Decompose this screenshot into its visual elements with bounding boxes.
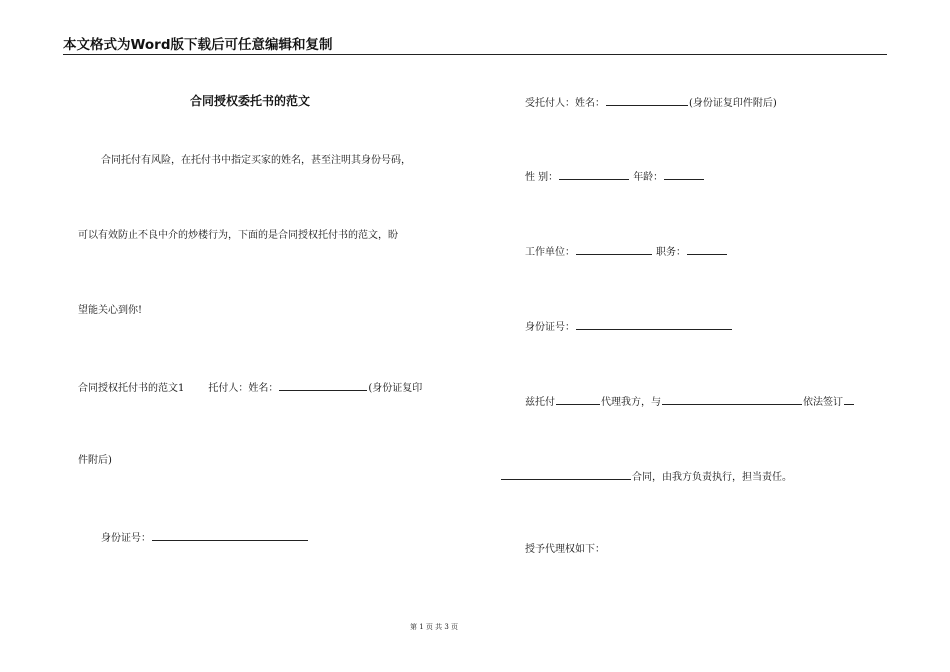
entrustor-id-blank (152, 529, 308, 541)
entrust-line (525, 393, 855, 410)
entrustor-name-blank (279, 379, 367, 391)
age-blank (664, 168, 704, 180)
sample-label: 合同授权托付书的范文1 (78, 383, 185, 394)
entrustor-line (78, 379, 422, 396)
agent-id-line (525, 318, 733, 335)
work-unit-blank (576, 243, 652, 255)
agent-name-blank (606, 94, 688, 106)
intro-line-2: 可以有效防止不良中介的炒楼行为，下面的是合同授权托付书的范文，盼 (78, 230, 398, 241)
powers-label: 授予代理权如下： (525, 544, 605, 555)
entrustor-name-label: 托付人：姓名： (208, 383, 279, 394)
entrust-prefix: 兹托付 (525, 397, 555, 408)
header-divider (63, 54, 887, 55)
agent-name-label: 受托付人：姓名： (525, 98, 605, 109)
contract-suffix: 合同，由我方负责执行，担当责任。 (632, 472, 792, 483)
position-blank (687, 243, 727, 255)
entrust-party-blank (662, 393, 802, 405)
entrustor-id-label: 身份证号： (101, 533, 151, 544)
agent-note: (身份证复印件附后) (689, 98, 777, 109)
entrust-mid-2: 依法签订 (803, 397, 843, 408)
position-label: 职务： (656, 247, 686, 258)
document-header: 本文格式为Word版下载后可任意编辑和复制 (63, 37, 333, 53)
intro-line-1: 合同托付有风险，在托付书中指定买家的姓名，甚至注明其身份号码， (101, 155, 411, 166)
agent-line (525, 94, 777, 111)
gender-age-line (525, 168, 705, 185)
gender-blank (559, 168, 629, 180)
work-position-line (525, 243, 728, 260)
agent-id-blank (576, 318, 732, 330)
entrustor-id-line (101, 529, 309, 546)
contract-name-blank (501, 468, 631, 480)
age-label: 年龄： (633, 172, 664, 183)
contract-line (500, 468, 792, 485)
entrustor-note-continued: 件附后) (78, 455, 112, 466)
entrust-mid-1: 代理我方，与 (601, 397, 661, 408)
agent-id-label: 身份证号： (525, 322, 575, 333)
entrustor-note: (身份证复印 (368, 383, 423, 394)
gender-label: 性 别： (525, 172, 559, 183)
work-unit-label: 工作单位： (525, 247, 575, 258)
entrust-agent-blank (556, 393, 600, 405)
document-title: 合同授权委托书的范文 (190, 94, 311, 108)
entrust-trailing-blank (844, 393, 854, 405)
intro-line-3: 望能关心到你! (78, 305, 143, 316)
page-footer: 第 1 页 共 3 页 (410, 623, 459, 631)
